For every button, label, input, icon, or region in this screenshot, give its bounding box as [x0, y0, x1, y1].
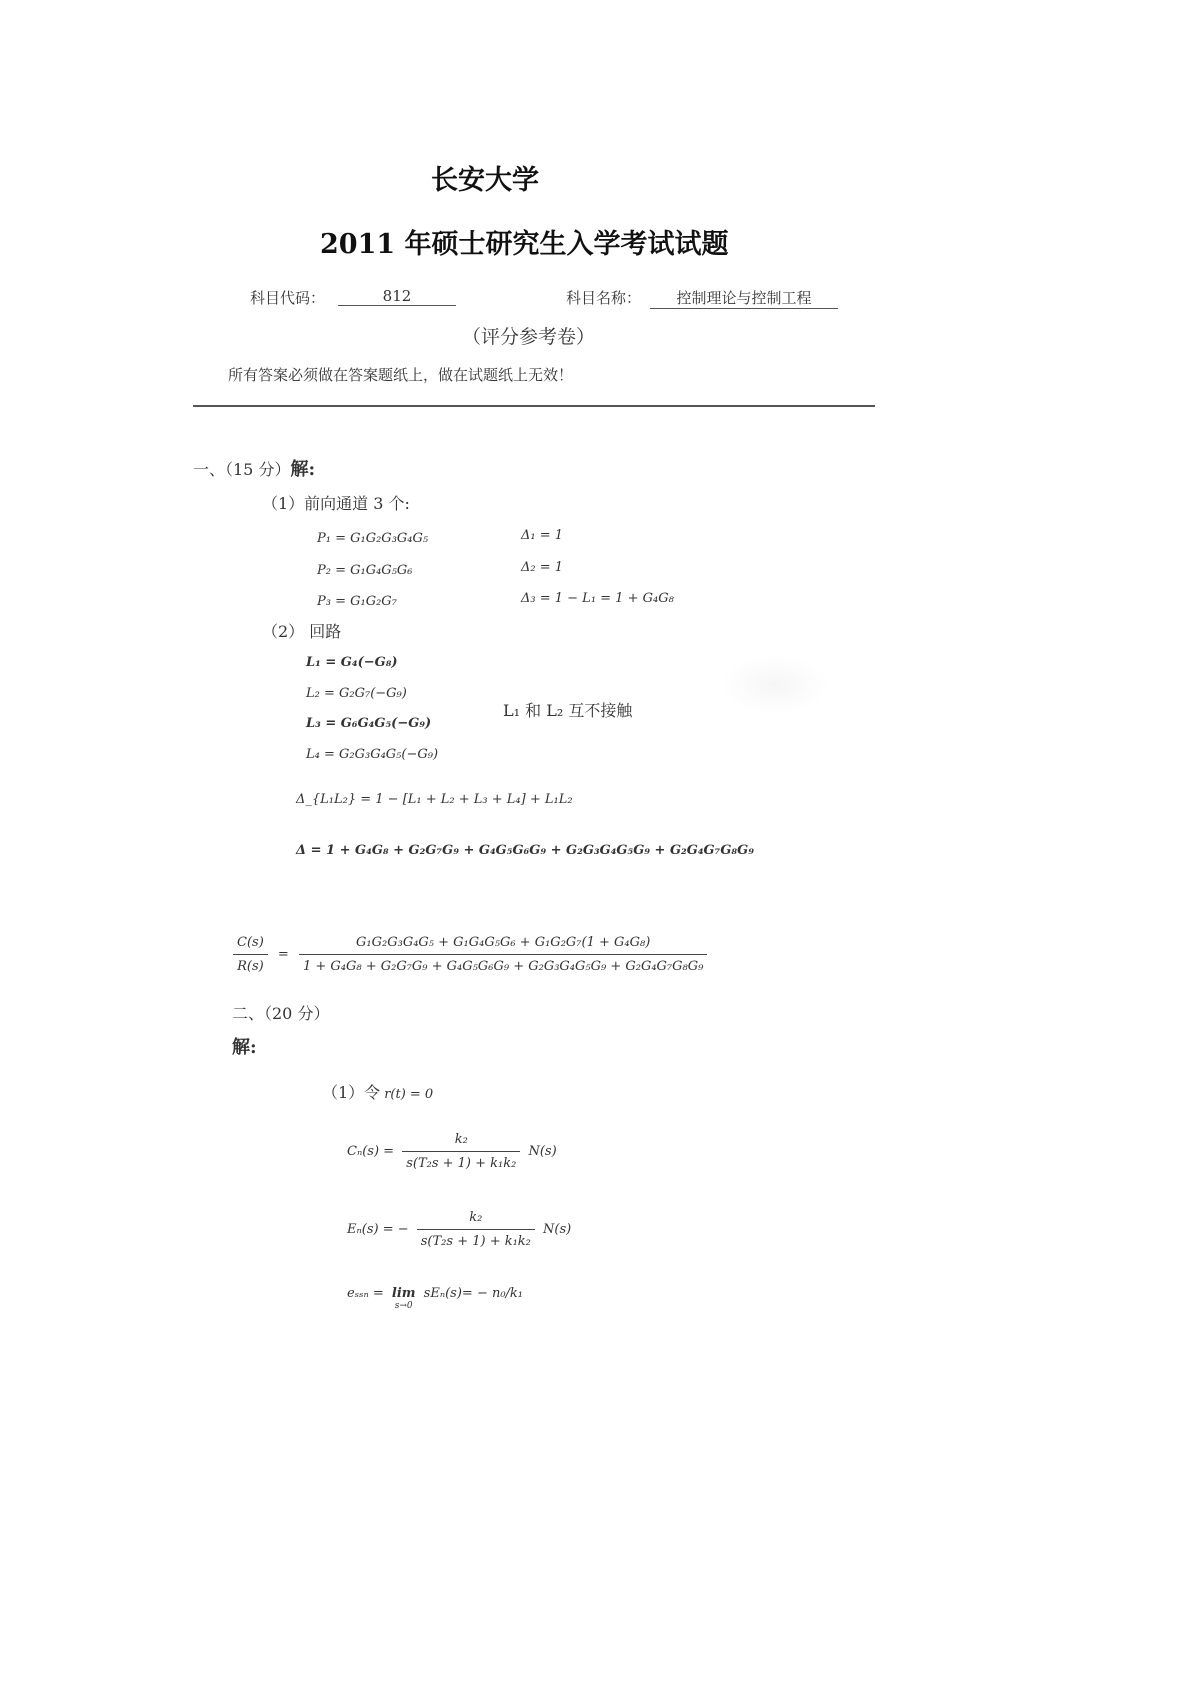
- tf-lhs-den: R(s): [237, 959, 264, 974]
- exam-title: 2011 年硕士研究生入学考试试题: [320, 229, 729, 260]
- tf-rhs: [299, 935, 707, 974]
- ess-lim: lim: [391, 1286, 416, 1301]
- en-lhs: Eₙ(s) = −: [347, 1222, 409, 1237]
- subject-name-value: 控制理论与控制工程: [650, 287, 838, 309]
- q2-step1: [322, 1080, 433, 1103]
- ess-rhs: sEₙ(s)= − n₀/k₁: [423, 1286, 524, 1301]
- en-equation: [347, 1210, 571, 1249]
- cn-lhs: Cₙ(s) =: [347, 1144, 395, 1159]
- tf-lhs-num: C(s): [233, 935, 268, 955]
- notice: 所有答案必须做在答案题纸上，做在试题纸上无效！: [228, 366, 574, 384]
- loop-l4: L₄ = G₂G₃G₄G₅(−G₉): [306, 747, 439, 762]
- tf-rhs-den: 1 + G₄G₈ + G₂G₇G₉ + G₄G₅G₆G₉ + G₂G₃G₄G₅G₉ + G₂G₄G₇G₈G₉: [302, 959, 704, 974]
- cn-rhs: N(s): [528, 1144, 557, 1159]
- loop-l1: L₁ = G₄(−G₈): [306, 655, 398, 670]
- cn-equation: [347, 1132, 557, 1171]
- path-p3: P₃ = G₁G₂G₇: [317, 594, 397, 609]
- ess-lim-sub: s→0: [394, 1301, 413, 1311]
- en-den: s(T₂s + 1) + k₁k₂: [420, 1234, 531, 1249]
- delta-3: Δ₃ = 1 − L₁ = 1 + G₄G₈: [521, 591, 674, 606]
- ess-equation: [347, 1286, 523, 1311]
- q1-part2-title: （2） 回路: [262, 622, 342, 641]
- q1-heading-prefix: 一、（15 分）: [193, 460, 291, 479]
- delta-partial: Δ_{L₁L₂} = 1 − [L₁ + L₂ + L₃ + L₄] + L₁L₂: [296, 792, 573, 807]
- delta-full: Δ = 1 + G₄G₈ + G₂G₇G₉ + G₄G₅G₆G₉ + G₂G₃G₄G₅G₉ + G₂G₄G₇G₈G₉: [296, 843, 754, 858]
- university-name: 长安大学: [431, 165, 539, 196]
- delta-2: Δ₂ = 1: [521, 560, 564, 575]
- subject-name-label: 科目名称：: [566, 289, 642, 307]
- loop-l3: L₃ = G₆G₄G₅(−G₉): [306, 716, 432, 731]
- tf-equals: =: [277, 947, 289, 962]
- en-frac: [417, 1210, 535, 1249]
- tf-rhs-num: G₁G₂G₃G₄G₅ + G₁G₄G₅G₆ + G₁G₂G₇(1 + G₄G₈): [299, 935, 707, 955]
- q2-solve-label: 解:: [232, 1037, 257, 1058]
- subject-code-label: 科目代码：: [250, 289, 326, 307]
- en-rhs: N(s): [543, 1222, 572, 1237]
- q1-part1-title: （1）前向通道 3 个:: [262, 494, 410, 513]
- path-p1: P₁ = G₁G₂G₃G₄G₅: [317, 531, 429, 546]
- cn-frac: [402, 1132, 520, 1171]
- ess-lhs: eₛₛₙ =: [347, 1286, 384, 1301]
- q2-step1-eq: r(t) = 0: [384, 1087, 434, 1102]
- scan-smudge: [720, 655, 830, 715]
- q1-solve-label: 解:: [290, 459, 316, 480]
- path-p2: P₂ = G₁G₄G₅G₆: [317, 563, 413, 578]
- transfer-function: [233, 935, 707, 974]
- en-num: k₂: [417, 1210, 535, 1230]
- cn-den: s(T₂s + 1) + k₁k₂: [406, 1156, 517, 1171]
- cn-num: k₂: [402, 1132, 520, 1152]
- tf-lhs: [233, 935, 268, 974]
- header-divider: [193, 405, 875, 407]
- subject-code-value: 812: [338, 287, 456, 306]
- q1-heading: [193, 455, 315, 481]
- ess-limit: [392, 1286, 416, 1311]
- loop-l2: L₂ = G₂G₇(−G₉): [306, 686, 407, 701]
- loop-nontouching-note: L₁ 和 L₂ 互不接触: [503, 701, 633, 720]
- delta-1: Δ₁ = 1: [521, 528, 564, 543]
- q2-heading: 二、（20 分）: [232, 1004, 330, 1023]
- q2-step1-prefix: （1）令: [322, 1083, 381, 1102]
- paper-type: （评分参考卷）: [462, 326, 596, 348]
